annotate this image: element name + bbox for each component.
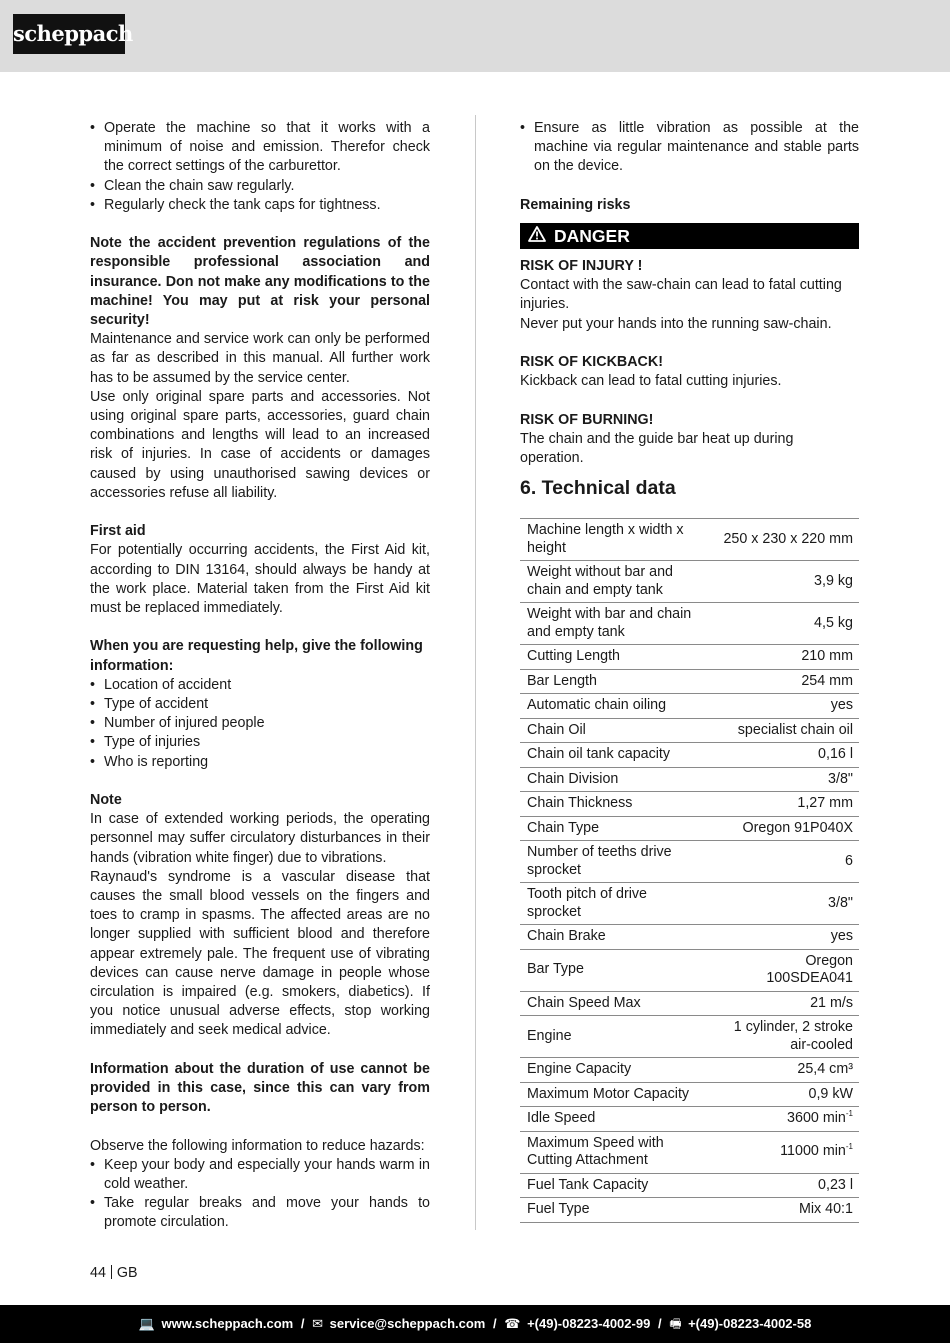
- spec-label: Bar Length: [520, 669, 710, 694]
- spec-value-text: Oregon 100SDEA041: [766, 952, 853, 987]
- spec-value-text: 6: [845, 852, 853, 869]
- spec-label: Machine length x width x height: [520, 519, 710, 561]
- list-item: • Operate the machine so that it works with a minimum of noise and emission. Therefor check the correct settings of the carburettor.: [90, 119, 430, 177]
- spec-label: Chain Division: [520, 767, 710, 792]
- table-row: [520, 694, 859, 719]
- spec-value-text: 0,9 kW: [808, 1085, 853, 1102]
- spec-label: Weight without bar and chain and empty tank: [520, 561, 710, 603]
- list-item: • Who is reporting: [90, 753, 430, 772]
- spec-label: Idle Speed: [520, 1107, 710, 1132]
- spec-value: [710, 1198, 859, 1223]
- risk-burning-heading: RISK OF BURNING!: [520, 411, 654, 428]
- spec-value: [710, 1016, 859, 1058]
- mail-icon: ✉: [312, 1316, 323, 1331]
- spare-parts-text: Use only original spare parts and accessories. Not using original spare parts, accessories, guard chain combinations and lengths will lead to an increased risk of injuries. In case of accidents or damages caused by using unauthorised sawing devices or accessories refuse all liability.: [90, 388, 430, 501]
- risk-kickback-text: Kickback can lead to fatal cutting injuries.: [520, 373, 782, 390]
- computer-icon: 💻: [138, 1316, 155, 1331]
- technical-data-table: [520, 518, 859, 1223]
- table-row: [520, 519, 859, 561]
- spec-value-text: 25,4 cm³: [797, 1061, 853, 1078]
- page-language: GB: [116, 1265, 138, 1281]
- risk-kickback-heading: RISK OF KICKBACK!: [520, 354, 663, 370]
- accident-prevention-note: Note the accident prevention regulations of the responsible professional association and insurance. Don not make any modifications to the machine! You may put at risk your personal security!: [90, 235, 430, 329]
- table-row: [520, 1131, 859, 1173]
- table-row: [520, 841, 859, 883]
- spec-unit-exponent: -1: [845, 1142, 853, 1152]
- remaining-risks-heading: Remaining risks: [520, 196, 631, 213]
- footer-separator: /: [657, 1316, 662, 1331]
- danger-banner: [520, 223, 859, 249]
- observe-list: [90, 1156, 430, 1233]
- spec-value: [710, 669, 859, 694]
- list-item: • Number of injured people: [90, 714, 430, 733]
- help-heading: When you are requesting help, give the following information:: [90, 638, 423, 674]
- spec-value: [710, 841, 859, 883]
- observe-text: Observe the following information to reduce hazards:: [90, 1137, 425, 1154]
- spec-label: Fuel Tank Capacity: [520, 1173, 710, 1198]
- table-row: [520, 925, 859, 950]
- first-aid-text: For potentially occurring accidents, the First Aid kit, according to DIN 13164, should always be handy at the work place. Material taken from the First Aid kit must be replaced immediately.: [90, 542, 430, 617]
- risk-burning-text: The chain and the guide bar heat up during operation.: [520, 430, 794, 466]
- spec-label: Fuel Type: [520, 1198, 710, 1223]
- note-heading: Note: [90, 792, 122, 809]
- list-item: • Type of injuries: [90, 733, 430, 752]
- spec-value: [710, 743, 859, 768]
- table-row: [520, 603, 859, 645]
- spec-label: Engine Capacity: [520, 1058, 710, 1083]
- left-column: [90, 119, 430, 1233]
- footer-website-link[interactable]: www.scheppach.com: [161, 1316, 294, 1331]
- table-row: [520, 669, 859, 694]
- spec-value: [710, 792, 859, 817]
- page-number-separator: [111, 1265, 112, 1279]
- footer-email-link[interactable]: service@scheppach.com: [329, 1316, 486, 1331]
- spec-value-text: 0,23 l: [818, 1176, 853, 1193]
- spec-value: [710, 925, 859, 950]
- spec-value: [710, 718, 859, 743]
- spec-value-text: 254 mm: [801, 672, 853, 689]
- spec-value: [710, 603, 859, 645]
- footer-separator: /: [493, 1316, 497, 1331]
- table-row: [520, 883, 859, 925]
- left-top-bullets: [90, 119, 430, 215]
- spec-value-text: yes: [830, 928, 853, 945]
- footer-fax: +(49)-08223-4002-58: [688, 1316, 812, 1331]
- spec-value-text: 250 x 230 x 220 mm: [723, 530, 853, 547]
- spec-value-text: Mix 40:1: [798, 1201, 853, 1218]
- fax-icon: 🖷: [669, 1316, 682, 1331]
- list-item: • Keep your body and especially your hands warm in cold weather.: [90, 1156, 430, 1194]
- spec-value-text: 11000 min: [780, 1143, 846, 1160]
- spec-value-text: 3,9 kg: [814, 572, 853, 589]
- table-row: [520, 718, 859, 743]
- spec-label: Chain Speed Max: [520, 991, 710, 1016]
- spec-unit-exponent: -1: [845, 1109, 853, 1119]
- spec-value-text: Oregon 91P040X: [742, 819, 853, 836]
- spec-label: Chain oil tank capacity: [520, 743, 710, 768]
- technical-data-heading: 6. Technical data: [520, 477, 676, 500]
- spec-value: [710, 991, 859, 1016]
- note-text-2: Raynaud's syndrome is a vascular disease that causes the small blood vessels on the fingers and toes to cramp in spasms. The affected areas are no longer supplied with sufficient blood and therefore appear extremely pale. The frequent use of vibrating devices can cause nerve damage in people whose circulation is impaired (e.g. smokers, diabetics). If you notice unusual adverse effects, stop working immediately and seek medical advice.: [90, 868, 430, 1039]
- page-number: [90, 1264, 138, 1283]
- right-top-bullets: [520, 119, 859, 177]
- spec-value: [710, 1082, 859, 1107]
- footer-separator: /: [300, 1316, 305, 1331]
- table-row: [520, 1058, 859, 1083]
- note-text-1: In case of extended working periods, the operating personnel may suffer circulatory disturbances in their hands (vibration white finger) due to vibrations.: [90, 811, 430, 866]
- spec-value-text: specialist chain oil: [737, 721, 853, 738]
- column-divider: [475, 115, 476, 1230]
- table-row: [520, 991, 859, 1016]
- spec-label: Number of teeths drive sprocket: [520, 841, 710, 883]
- list-item: • Ensure as little vibration as possible at the machine via regular maintenance and stable parts on the device.: [520, 119, 859, 177]
- risk-injury-text-2: Never put your hands into the running saw-chain.: [520, 315, 832, 332]
- spec-value-text: 3600 min: [787, 1110, 846, 1127]
- maintenance-text: Maintenance and service work can only be performed as far as described in this manual. All further work has to be assumed by the service center.: [90, 331, 430, 386]
- spec-value-text: 1 cylinder, 2 stroke air-cooled: [733, 1019, 853, 1053]
- spec-value: [710, 767, 859, 792]
- table-row: [520, 561, 859, 603]
- table-row: [520, 792, 859, 817]
- table-row: [520, 1082, 859, 1107]
- spec-label: Bar Type: [520, 949, 710, 991]
- table-row: [520, 816, 859, 841]
- spec-value: [710, 949, 859, 991]
- spec-value: [710, 1131, 859, 1173]
- danger-label: DANGER: [554, 226, 630, 246]
- spec-label: Cutting Length: [520, 645, 710, 670]
- spec-value-text: yes: [830, 697, 853, 714]
- spec-value-text: 21 m/s: [810, 994, 853, 1011]
- footer-band: [0, 1305, 950, 1343]
- table-row: [520, 1016, 859, 1058]
- right-column: [520, 119, 859, 1223]
- spec-value-text: 0,16 l: [818, 746, 853, 763]
- help-list: [90, 676, 430, 772]
- spec-value-text: 4,5 kg: [814, 614, 853, 631]
- list-item: • Location of accident: [90, 676, 430, 695]
- list-item: • Type of accident: [90, 695, 430, 714]
- risk-injury-text-1: Contact with the saw-chain can lead to fatal cutting injuries.: [520, 277, 842, 313]
- table-row: [520, 949, 859, 991]
- brand-logo: scheppach: [13, 14, 125, 54]
- phone-icon: ☎: [504, 1316, 521, 1331]
- table-row: [520, 1107, 859, 1132]
- spec-label: Chain Brake: [520, 925, 710, 950]
- spec-value-text: 210 mm: [801, 648, 853, 665]
- risk-injury-heading: RISK OF INJURY !: [520, 258, 643, 274]
- spec-label: Chain Thickness: [520, 792, 710, 817]
- spec-value: [710, 1173, 859, 1198]
- table-row: [520, 1198, 859, 1223]
- spec-value: [710, 561, 859, 603]
- page-number-value: 44: [90, 1265, 106, 1281]
- table-row: [520, 767, 859, 792]
- list-item: • Regularly check the tank caps for tightness.: [90, 196, 430, 215]
- spec-value: [710, 1058, 859, 1083]
- spec-value: [710, 816, 859, 841]
- spec-value: [710, 694, 859, 719]
- list-item: • Take regular breaks and move your hands to promote circulation.: [90, 1194, 430, 1232]
- spec-value: [710, 883, 859, 925]
- table-row: [520, 743, 859, 768]
- duration-note: Information about the duration of use cannot be provided in this case, since this can vary from person to person.: [90, 1060, 430, 1116]
- spec-label: Maximum Speed with Cutting Attachment: [520, 1131, 710, 1173]
- spec-label: Engine: [520, 1016, 710, 1058]
- spec-value: [710, 519, 859, 561]
- first-aid-heading: First aid: [90, 523, 146, 540]
- footer-phone: +(49)-08223-4002-99: [527, 1316, 651, 1331]
- header-band: [0, 0, 950, 72]
- table-row: [520, 645, 859, 670]
- spec-label: Chain Oil: [520, 718, 710, 743]
- spec-value-text: 3/8": [828, 770, 853, 787]
- spec-label: Weight with bar and chain and empty tank: [520, 603, 710, 645]
- warning-triangle-icon: [528, 223, 548, 249]
- spec-value: [710, 1107, 859, 1132]
- spec-label: Tooth pitch of drive sprocket: [520, 883, 710, 925]
- spec-label: Maximum Motor Capacity: [520, 1082, 710, 1107]
- spec-label: Chain Type: [520, 816, 710, 841]
- spec-value-text: 3/8": [828, 894, 853, 911]
- spec-value-text: 1,27 mm: [797, 795, 853, 812]
- list-item: • Clean the chain saw regularly.: [90, 177, 430, 196]
- table-row: [520, 1173, 859, 1198]
- spec-value: [710, 645, 859, 670]
- spec-label: Automatic chain oiling: [520, 694, 710, 719]
